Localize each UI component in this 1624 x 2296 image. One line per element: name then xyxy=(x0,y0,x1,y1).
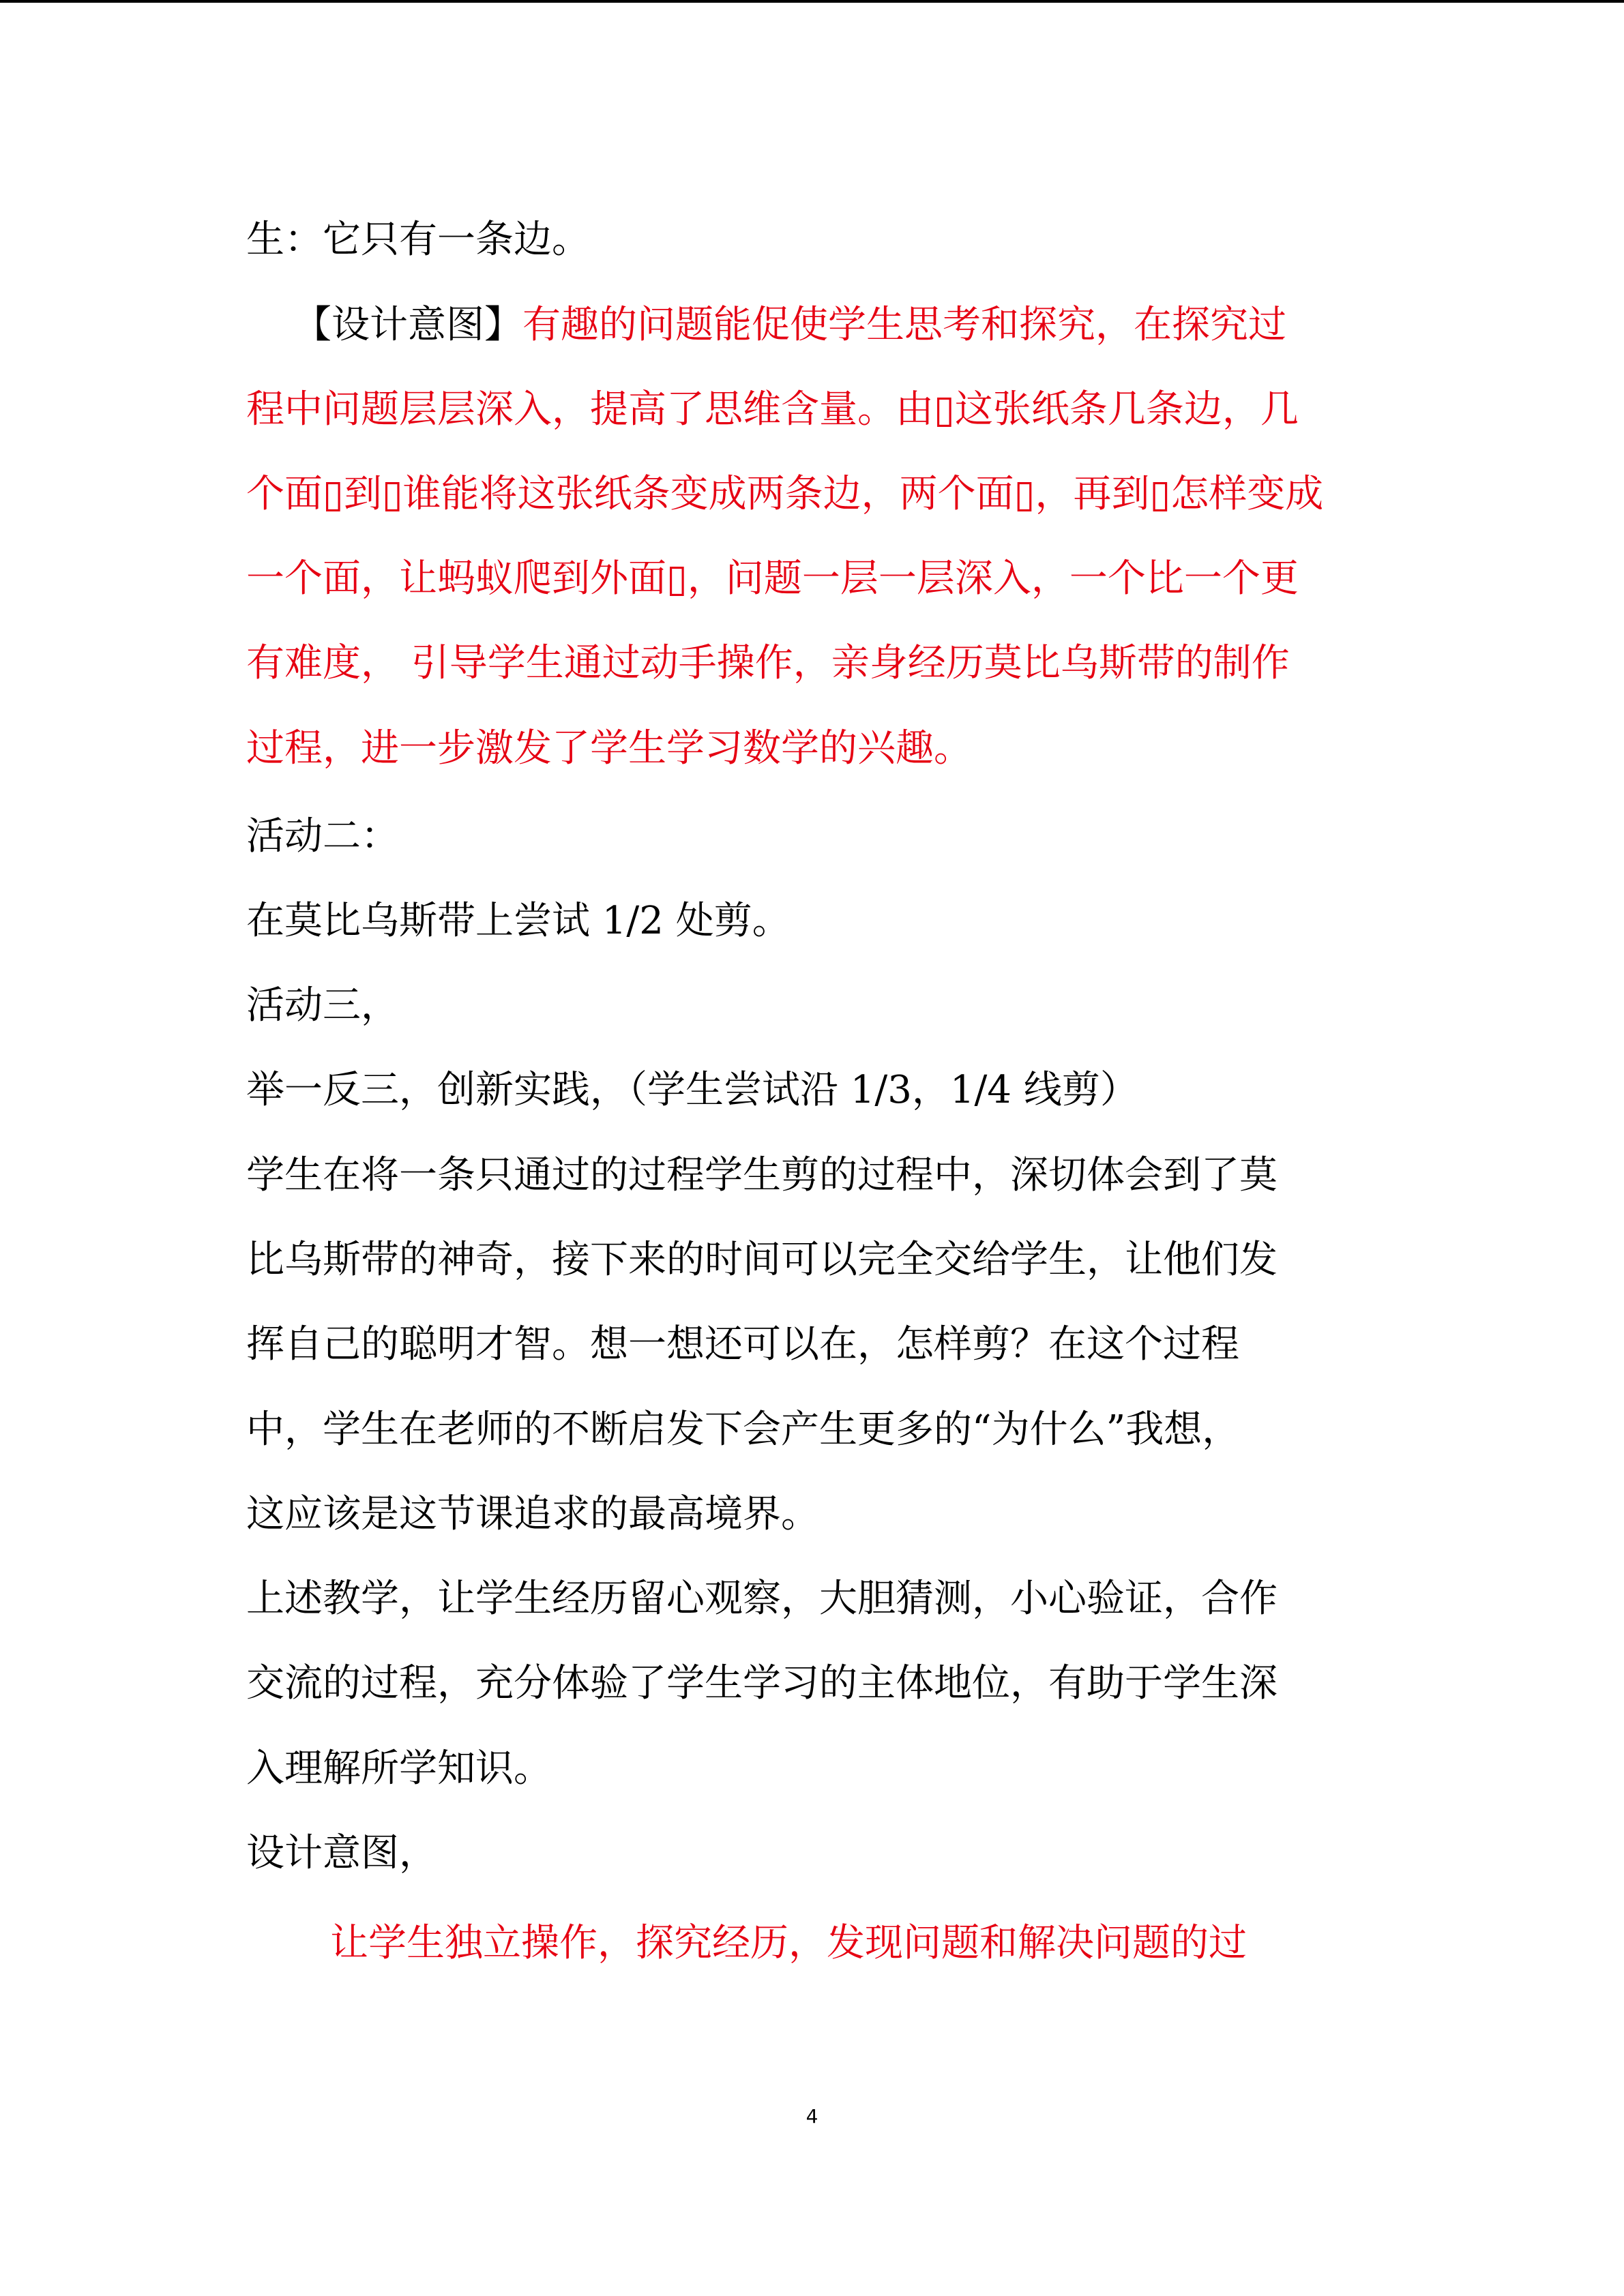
paragraph-line: 上述教学，让学生经历留心观察，大胆猜测，小心验证，合作 xyxy=(246,1577,1278,1621)
design-intent-line-6: 过程，进一步激发了学生学习数学的兴趣。 xyxy=(246,726,972,771)
paragraph-line: 学生在将一条只通过的过程学生剪的过程中，深切体会到了莫 xyxy=(246,1153,1278,1197)
paragraph-line: 这应该是这节课追求的最高境界。 xyxy=(246,1492,819,1536)
design-intent-line-1 xyxy=(293,303,1286,347)
design-intent-line-4: 一个面，让蚂蚁爬到外面▯，问题一层一层深入，一个比一个更 xyxy=(246,556,1299,601)
paragraph-line: 挥自己的聪明才智。想一想还可以在，怎样剪？在这个过程 xyxy=(246,1322,1239,1367)
design-intent-label: 【设计意图】 xyxy=(293,303,522,347)
paragraph-line: 比乌斯带的神奇，接下来的时间可以完全交给学生，让他们发 xyxy=(246,1238,1278,1282)
paragraph-line: 入理解所学知识。 xyxy=(246,1746,552,1791)
design-intent-line-2: 程中问题层层深入，提高了思维含量。由▯这张纸条几条边，几 xyxy=(246,387,1299,432)
activity-two-text: 在莫比乌斯带上尝试 1/2 处剪。 xyxy=(246,899,791,943)
design-intent-line-3: 个面▯到▯谁能将这张纸条变成两条边，两个面▯，再到▯怎样变成 xyxy=(246,472,1324,516)
student-answer-line: 生：它只有一条边。 xyxy=(246,218,590,262)
activity-three-heading: 活动三， xyxy=(246,983,399,1028)
activity-three-text: 举一反三，创新实践，（学生尝试沿 1/3，1/4 线剪） xyxy=(246,1068,1138,1112)
paragraph-line: 中，学生在老师的不断启发下会产生更多的“为什么”我想， xyxy=(246,1407,1241,1452)
page-number: 4 xyxy=(806,2105,818,2128)
design-intent-text: 有趣的问题能促使学生思考和探究，在探究过 xyxy=(522,303,1286,347)
design-intent-final-line: 让学生独立操作，探究经历，发现问题和解决问题的过 xyxy=(330,1921,1247,1965)
paragraph-line: 交流的过程，充分体验了学生学习的主体地位，有助于学生深 xyxy=(246,1661,1278,1705)
design-intent-line-5: 有难度， 引导学生通过动手操作，亲身经历莫比乌斯带的制作 xyxy=(246,641,1290,685)
activity-two-heading: 活动二： xyxy=(246,814,399,859)
design-intent-heading: 设计意图， xyxy=(246,1831,437,1875)
